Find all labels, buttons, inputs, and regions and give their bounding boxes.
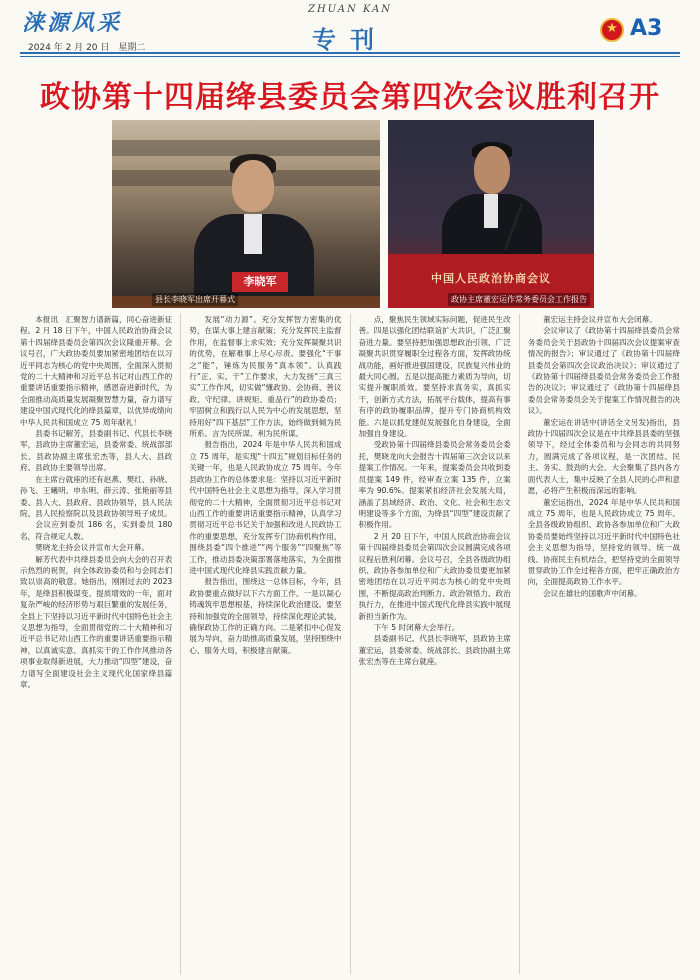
cppcc-emblem-icon [600, 18, 624, 42]
section-en-label: ZHUAN KAN [308, 4, 392, 15]
issue-date: 2024 年 2 月 20 日 星期二 [28, 43, 146, 53]
paragraph: 董宏运在讲话中(讲话全文另发)指出，县政协十四届四次会议是在中共绛县县委的坚强领导下，经过全体委员和与会同志的共同努力，圆满完成了各项议程，是一次团结、民主、务实、鼓劲的大会。大会聚集了县内各方面代表人士，集中反映了全县人民的心声和意愿，必将产生积极而深远的影响。 [527, 417, 680, 496]
article-column-2 [189, 314, 341, 974]
paragraph: 会议在雄壮的国歌声中闭幕。 [542, 588, 642, 598]
paragraph: 发展“动力源”。充分发挥智力密集的优势，在谋大事上建言献策；充分发挥民主监督作用，在监督事上求实效；充分发挥凝聚共识的优势，在解难事上尽心尽责。要强化“干事之“能”，锤炼为民服务“真本领”。认真践行“正、实、干”工作要求，大力发扬“三真三实”工作作风，切实做“懂政协、会协商、善议政、守纪律、讲规矩、重品行”的政协委员；牢固树立和践行以人民为中心的发展思想，坚持用好“四下基层”工作方法，始终做到倾为民所系、言为民所谋、利为民所谋。 [189, 315, 342, 439]
paragraph: 会议应到委员 186 名，实到委员 180 名，符合规定人数。 [20, 520, 173, 541]
photo-cppcc-chair [388, 120, 594, 308]
article-column-4 [528, 314, 680, 974]
paper-name: 涞源风采 [22, 10, 123, 36]
paragraph: 本报讯 汇聚智力谱新篇，同心奋进新征程。2 月 18 日下午，中国人民政治协商会议第十四届绛县委员会第四次会议隆重开幕。会议号召，广大政协委员要加紧密地团结在以习近平同志为核心的党中央周围，全面深入贯彻党的二十大精神和习近平总书记对山西工作的重要讲话重要指示精神，感恩奋进新时代，为全面推动高质量发展凝聚智慧力量，奋力谱写建设中国式现代化的绛县篇章，以优异成绩向中华人民共和国成立 75 周年献礼！ [20, 315, 173, 427]
section-title: 专刊 [312, 25, 388, 54]
photo-caption: 政协主席董宏运作常务委员会工作报告 [448, 293, 590, 306]
paragraph: 董宏运指出，2024 年是中华人民共和国成立 75 周年，也是人民政协成立 75 周年。全县各级政协组织、政协各参加单位和广大政协委员要始终坚持以习近平新时代中国特色社会主义思想为指导，坚持党的领导、统一战线、协商民主有机结合，把坚持党的全面领导贯穿政协工作全过程各方面，把牢正确政治方向，全面提高政协工作水平。 [527, 497, 680, 587]
article-column-1 [20, 314, 172, 974]
podium-banner-text: 中国人民政治协商会议 [431, 272, 551, 285]
paragraph: 董宏运主持会议并宣布大会闭幕。 [542, 315, 657, 324]
column-divider [519, 314, 520, 974]
masthead-rule [20, 52, 680, 54]
paragraph: 樊晓龙主持会议并宣布大会开幕。 [35, 543, 150, 553]
masthead [0, 0, 700, 58]
headline: 政协第十四届绛县委员会第四次会议胜利召开 [40, 80, 660, 115]
article-column-3 [359, 314, 511, 974]
page-number: A3 [630, 16, 663, 41]
paragraph: 报告指出，围绕这一总体目标，今年，县政协要重点做好以下六方面工作。一是以凝心铸魂筑牢思想根基，持续深化政治建设。要坚持和加强党的全面领导，持续深化理论武装，确保政协工作的正确方向。二是紧扣中心促发展为导向，奋力助推高质量发展，坚持围绕中心、服务大局，积极建言献策。 [189, 577, 342, 655]
column-divider [350, 314, 351, 974]
paragraph: 在主席台就座的还有赵燕、樊红、孙晓、孙飞、王曦明、申东明、薛云涛、张艳丽等县委、县人大、县政府、县政协领导，县人民法院、县人民检察院以及县政协领导班子成员。 [20, 474, 173, 518]
paragraph: 点，聚焦民生领域实际问题，促进民生改善。四是以强化团结联谊扩大共识，广泛汇聚奋进力量。要坚持把加强思想政治引领、广泛凝聚共识贯穿履职全过程各方面，发挥政协统战功能，画好推进强国建设、民族复兴伟业的最大同心圆。五是以提高能力素质为导向，切实提升履职质效。要坚持求真务实，真抓实干，创新方式方法，拓展平台载体，提高有事有序的政协履职品牌，提升专门协商机构效能。六是以抓党建促发展强化自身建设，全面加强自身建设。 [358, 315, 511, 439]
masthead-rule-thin [20, 56, 680, 57]
article-body [20, 314, 680, 974]
paragraph: 受政协第十四届绛县委员会常务委员会委托，樊晓龙向大会报告十四届第三次会议以来提案工作情况。一年来，提案委员会共收到委员提案 149 件，经审查立案 135 件，立案率为 90.6%。提案紧扣经济社会发展大局，涵盖了县域经济、政治、文化、社会和生态文明建设等多个方面，为绛县“四型”建设贡献了积极作用。 [358, 440, 511, 530]
paragraph: 解芳代表中共绛县委员会向大会的召开表示热烈的祝贺，向全体政协委员和与会同志们致以崇高的敬意。她指出，刚刚过去的 2023 年，是绛县积极谋变、提质增效的一年，面对复杂严峻的经济形势与艰巨繁重的发展任务，全县上下坚持以习近平新时代中国特色社会主义思想为指导，全面贯彻党的二十大精神和习近平总书记对山西工作的重要讲话重要指示精神，以真诚实意、真抓实干的工作作风推动各项事业取得新进展，大力推动“四型”建设，奋力谱写全面建设社会主义现代化国家绛县篇章。 [20, 554, 173, 689]
photo-caption: 县长李晓军出席开幕式 [152, 293, 238, 306]
paragraph: 下午 5 时闭幕大会举行。 [373, 622, 460, 632]
paragraph: 会议审议了《政协第十四届绛县委员会常务委员会关于县政协十四届四次会议提案审查情况的报告》；审议通过了《政协第十四届绛县委员会第四次会议政治决议》；审议通过了《政协第十四届绛县委员会常务委员会工作报告的决议》；审议通过了《政协第十四届绛县委员会常务委员会关于提案工作情况报告的决议》。 [527, 326, 680, 416]
nameplate: 李晓军 [232, 272, 288, 292]
photo-county-head [112, 120, 380, 308]
paragraph: 县委书记解芳，县委副书记、代县长李晓军，县政协主席董宏运，县委常委、统战部部长、县政协副主席张宏杰等，县人大、县政府、县政协主要领导出席。 [20, 429, 173, 473]
paragraph: 县委副书记、代县长李晓军，县政协主席董宏运，县委常委、统战部长、县政协副主席张宏杰等在主席台就座。 [358, 634, 511, 667]
paragraph: 2 月 20 日下午，中国人民政治协商会议第十四届绛县委员会第四次会议圆满完成各项议程后胜利闭幕。会议号召，全县各级政协组织、政协各参加单位和广大政协委员要更加紧密地团结在以习近平同志为核心的党中央周围，不断提高政治判断力、政治领悟力、政治执行力，在推进中国式现代化绛县实践中展现新担当新作为。 [358, 531, 511, 621]
paragraph: 报告指出，2024 年是中华人民共和国成立 75 周年，是实现“十四五”规划目标任务的关键一年，也是人民政协成立 75 周年。今年县政协工作的总体要求是：坚持以习近平新时代中国特色社会主义思想为指导，深入学习贯彻党的二十大精神，全面贯彻习近平总书记对山西工作的重要讲话重要指示精神，认真学习贯彻习近平总书记关于加强和改进人民政协工作的重要思想，充分发挥专门协商机构作用，围绕县委“四个推进”“两个服务”“四聚焦”等工作，推动县委决策部署落地落实，为全面推进中国式现代化绛县实践贡献力量。 [189, 440, 342, 575]
column-divider [180, 314, 181, 974]
